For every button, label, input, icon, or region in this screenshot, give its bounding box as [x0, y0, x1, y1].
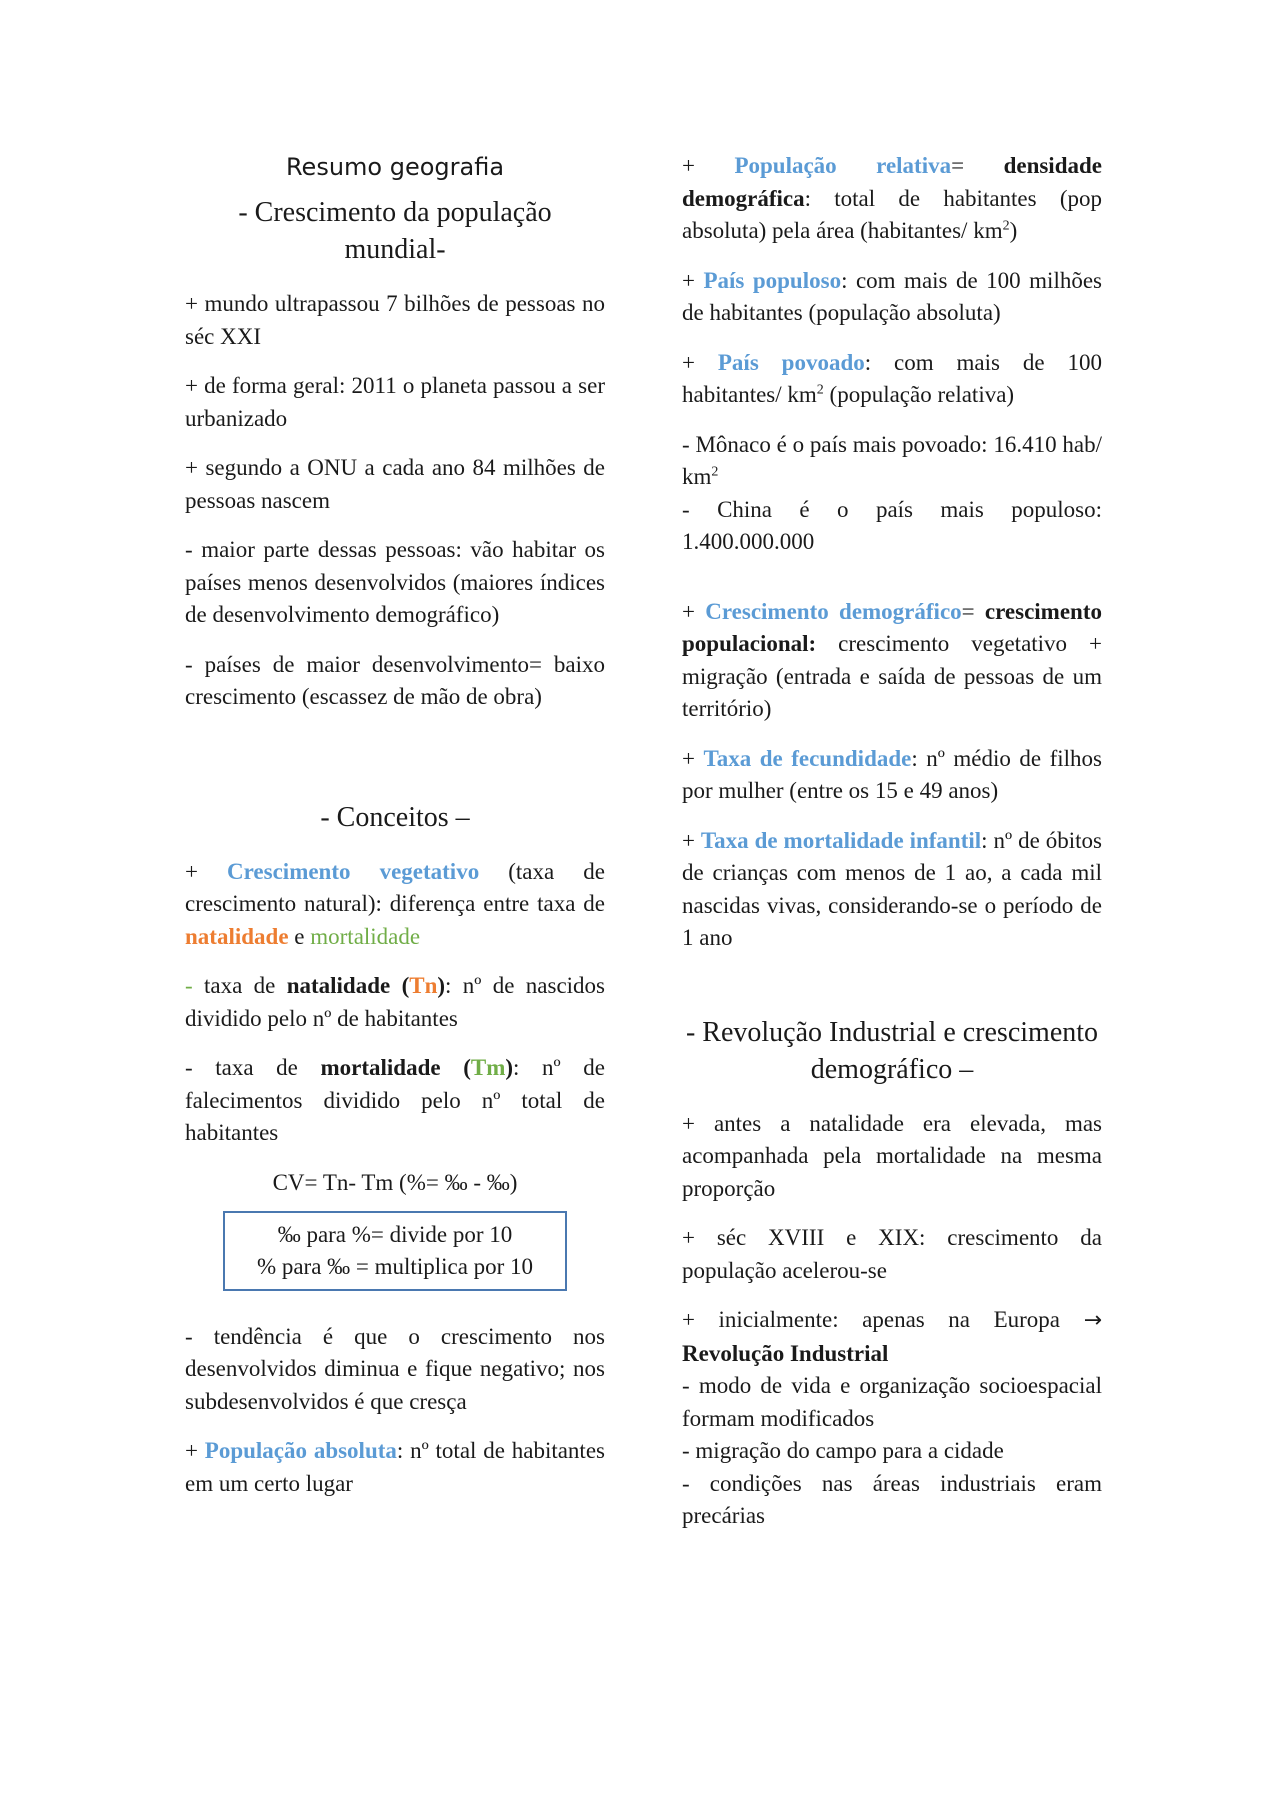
- term-crescimento-demografico: Crescimento demográfico: [705, 598, 962, 624]
- section-heading-conceitos: - Conceitos –: [320, 801, 470, 833]
- list-item: - maior parte dessas pessoas: vão habitar os países menos desenvolvidos (maiores índices de desenvolvimento demográfico): [185, 537, 605, 627]
- term-mortalidade-infantil: Taxa de mortalidade infantil: [700, 827, 982, 853]
- section-heading-crescimento: - Crescimento da população mundial-: [238, 197, 552, 265]
- list-item: + de forma geral: 2011 o planeta passou a ser urbanizado: [185, 373, 605, 431]
- abbr-tn: Tn: [409, 973, 438, 998]
- list-item: + mundo ultrapassou 7 bilhões de pessoas no séc XXI: [185, 291, 605, 349]
- paragraph-populacao-relativa: + População relativa= densidade demográfica: total de habitantes (pop absoluta) pela área (habitantes/ $km^2$): [682, 153, 1102, 243]
- list-item: - migração do campo para a cidade: [682, 1438, 1004, 1463]
- paragraph-crescimento-vegetativo: + Crescimento vegetativo (taxa de crescimento natural): diferença entre taxa de natalidade e mortalidade: [185, 858, 605, 949]
- list-item: + séc XVIII e XIX: crescimento da população acelerou-se: [682, 1225, 1102, 1283]
- term-mortalidade: mortalidade: [310, 923, 421, 949]
- conversion-box: [223, 1211, 567, 1291]
- paragraph-monaco: - Mônaco é o país mais povoado: 16.410 hab/ $km^2$: [682, 431, 1102, 489]
- paragraph-china: - China é o país mais populoso: 1.400.000.000: [682, 496, 1102, 554]
- paragraph-crescimento-demografico: + Crescimento demográfico= crescimento populacional: crescimento vegetativo + migração (entrada e saída de pessoas de um território): [682, 598, 1102, 721]
- paragraph-mortalidade-infantil: + Taxa de mortalidade infantil: nº de óbitos de crianças com menos de 1 ao, a cada mil nascidas vivas, considerando-se o período de 1 ano: [682, 827, 1102, 950]
- term-crescimento-vegetativo: Crescimento vegetativo: [227, 858, 480, 884]
- term-pais-populoso: País populoso: [703, 267, 842, 293]
- list-item: - condições nas áreas industriais eram precárias: [682, 1470, 1102, 1528]
- list-item: - modo de vida e organização socioespacial formam modificados: [682, 1373, 1102, 1431]
- list-item: + segundo a ONU a cada ano 84 milhões de pessoas nascem: [185, 455, 605, 513]
- term-natalidade: natalidade: [185, 923, 289, 949]
- paragraph-populacao-absoluta: + População absoluta: nº total de habitantes em um certo lugar: [185, 1438, 605, 1496]
- paragraph-inicialmente: + inicialmente: apenas na Europa → Revolução Industrial: [682, 1307, 1102, 1366]
- abbr-tm: Tm: [470, 1055, 506, 1080]
- term-populacao-absoluta: População absoluta: [204, 1438, 397, 1463]
- section-heading-revolucao: - Revolução Industrial e crescimento demográfico –: [685, 1016, 1099, 1085]
- paragraph-tendencia: - tendência é que o crescimento nos desenvolvidos diminua e fique negativo; nos subdesenvolvidos é que cresça: [185, 1323, 605, 1414]
- term-populacao-relativa: População relativa: [734, 153, 952, 178]
- box-line: % para ‰ = multiplica por 10: [256, 1253, 534, 1279]
- term-taxa-fecundidade: Taxa de fecundidade: [703, 745, 912, 771]
- left-column: [185, 150, 605, 1517]
- paragraph-pais-populoso: + País populoso: com mais de 100 milhões de habitantes (população absoluta): [682, 267, 1102, 325]
- formula-cv: CV= Tn- Tm (%= ‰ - ‰): [272, 1169, 518, 1195]
- paragraph-taxa-mortalidade: - taxa de mortalidade (Tm): nº de falecimentos dividido pelo nº total de habitantes: [185, 1055, 605, 1145]
- paragraph-pais-povoado: + País povoado: com mais de 100 habitantes/ $km^2$ (população relativa): [682, 349, 1102, 407]
- list-item: + antes a natalidade era elevada, mas acompanhada pela mortalidade na mesma proporção: [682, 1110, 1102, 1201]
- right-column: [682, 150, 1102, 1533]
- arrow-right-icon: →: [1083, 1308, 1102, 1333]
- document-title: Resumo geografia: [285, 153, 505, 181]
- box-line: ‰ para %= divide por 10: [277, 1221, 513, 1247]
- term-pais-povoado: País povoado: [717, 349, 865, 375]
- list-item: - países de maior desenvolvimento= baixo crescimento (escassez de mão de obra): [185, 651, 605, 709]
- paragraph-taxa-fecundidade: + Taxa de fecundidade: nº médio de filhos por mulher (entre os 15 e 49 anos): [682, 745, 1102, 803]
- paragraph-taxa-natalidade: - taxa de natalidade (Tn): nº de nascidos dividido pelo nº de habitantes: [185, 973, 605, 1031]
